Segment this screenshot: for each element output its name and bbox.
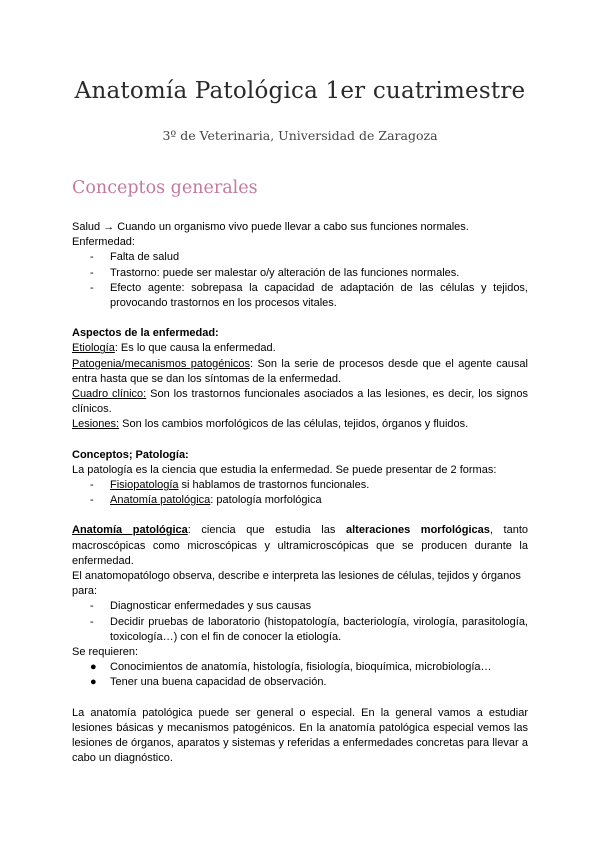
document-body — [72, 220, 528, 767]
list-item: - Diagnosticar enfermedades y sus causas — [90, 600, 312, 613]
list-item: - Trastorno: puede ser malestar o/y alteración de las funciones normales. — [90, 266, 460, 279]
general-especial-paragraph: La anatomía patológica puede ser general o especial. En la general vamos a estudiar lesiones básicas y mecanismos patogénicos. En la anatomía patológica especial vemos las lesiones de órganos, aparatos y sistemas y referidas a enfermedades concretas para llevar a cabo un diagnóstico. — [72, 706, 528, 765]
list-item: - Falta de salud — [90, 251, 180, 264]
enfermedad-list — [72, 250, 528, 311]
requieren-list — [72, 660, 528, 690]
lesiones-line: Lesiones: Son los cambios morfológicos de las células, tejidos, órganos y fluidos. — [72, 418, 469, 431]
list-item: - Anatomía patológica: patología morfológica — [90, 494, 322, 507]
patologia-intro: La patología es la ciencia que estudia la enfermedad. Se puede presentar de 2 formas: — [72, 463, 497, 476]
document-title: Anatomía Patológica 1er cuatrimestre — [74, 78, 526, 104]
list-item: - Efecto agente: sobrepasa la capacidad de adaptación de las células y tejidos, provocando trastornos en los procesos vitales. — [90, 281, 528, 310]
aspectos-heading: Aspectos de la enfermedad: — [72, 327, 219, 340]
anatomia-definition: Anatomía patológica: ciencia que estudia las alteraciones morfológicas, tanto macroscópicas como microscópicas y ultramicroscópicas que se producen durante la enfermedad. — [72, 524, 529, 567]
conceptos-heading: Conceptos; Patología: — [72, 448, 189, 461]
document-subtitle: 3º de Veterinaria, Universidad de Zaragoza — [162, 128, 438, 143]
anatomopatologo-line: El anatomopatólogo observa, describe e interpreta las lesiones de células, tejidos y órganos para: — [72, 570, 521, 598]
list-item: ● Conocimientos de anatomía, histología, fisiología, bioquímica, microbiología… — [90, 661, 492, 674]
requieren-label: Se requieren: — [72, 646, 139, 659]
patologia-list — [72, 478, 528, 508]
cuadro-line: Cuadro clínico: Son los trastornos funcionales asociados a las lesiones, es decir, los signos clínicos. — [72, 388, 529, 416]
section-heading: Conceptos generales — [72, 178, 258, 198]
etiologia-line: Etiología: Es lo que causa la enfermedad. — [72, 342, 276, 355]
list-item: ● Tener una buena capacidad de observación. — [90, 676, 327, 689]
salud-line: Salud → Cuando un organismo vivo puede llevar a cabo sus funciones normales. — [72, 221, 469, 233]
patogenia-line: Patogenia/mecanismos patogénicos: Son la serie de procesos desde que el agente causal entra hasta que se dan los síntomas de la enfermedad. — [72, 357, 528, 385]
anatomopatologo-list — [72, 599, 528, 645]
list-item: - Fisiopatología si hablamos de trastornos funcionales. — [90, 479, 370, 492]
list-item: - Decidir pruebas de laboratorio (histopatología, bacteriología, virología, parasitología, toxicología…) con el fin de conocer la etiología. — [90, 615, 528, 643]
enfermedad-label: Enfermedad: — [72, 236, 135, 249]
